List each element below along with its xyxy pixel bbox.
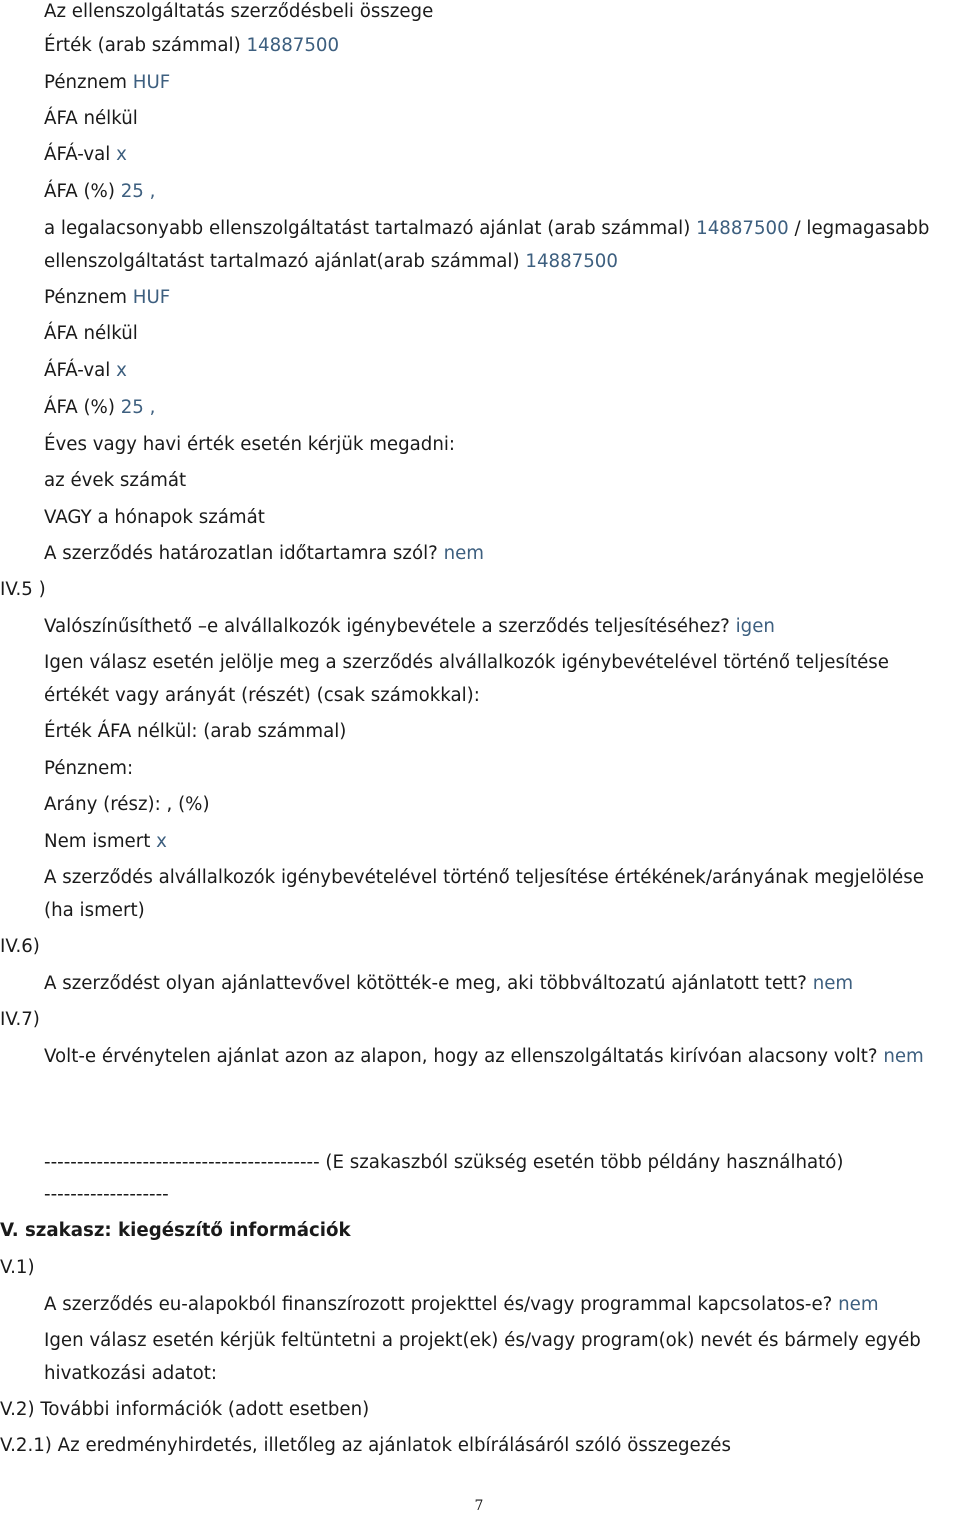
section-label-iv6: IV.6) xyxy=(0,936,40,957)
currency-line: Pénznem: xyxy=(44,758,134,779)
field-value: x xyxy=(116,360,127,381)
variant-offer-question: A szerződést olyan ajánlattevővel kötötték-e meg, aki többváltozatú ajánlatott tett? nem xyxy=(44,973,854,994)
eu-funds-question: A szerződés eu-alapokból finanszírozott projekttel és/vagy programmal kapcsolatos-e? nem xyxy=(44,1294,879,1315)
vat-included-line: ÁFÁ-val x xyxy=(44,144,127,165)
section-label-v2: V.2) További információk (adott esetben) xyxy=(0,1399,370,1420)
vat-excluded-line: ÁFA nélkül xyxy=(44,108,138,129)
annual-monthly-note: Éves vagy havi érték esetén kérjük megadni: xyxy=(44,434,456,455)
vat-percent-line: ÁFA (%) 25 , xyxy=(44,181,156,202)
field-value: nem xyxy=(812,973,854,994)
section-separator: ------------------------------------------ (E szakaszból szükség esetén több példány használható) xyxy=(44,1152,844,1173)
contract-amount-heading: Az ellenszolgáltatás szerződésbeli összege xyxy=(44,1,434,22)
field-value: nem xyxy=(838,1294,879,1315)
subcontractor-value-designation-cont: (ha ismert) xyxy=(44,900,145,921)
years-count-line: az évek számát xyxy=(44,470,187,491)
section-separator-cont: ------------------- xyxy=(44,1184,169,1205)
section-v-heading: V. szakasz: kiegészítő információk xyxy=(0,1220,351,1241)
indefinite-term-question: A szerződés határozatlan időtartamra szól? nem xyxy=(44,543,485,564)
unknown-line: Nem ismert x xyxy=(44,831,167,852)
subcontractor-value-designation: A szerződés alvállalkozók igénybevételével történő teljesítése értékének/arányának megjelölése xyxy=(44,867,924,888)
page-number: 7 xyxy=(474,1498,484,1514)
ratio-line: Arány (rész): , (%) xyxy=(44,794,210,815)
low-price-question: Volt-e érvénytelen ajánlat azon az alapon, hogy az ellenszolgáltatás kirívóan alacsony volt? nem xyxy=(44,1046,924,1067)
field-value: HUF xyxy=(132,287,171,308)
highest-offer-line: ellenszolgáltatást tartalmazó ajánlat(arab számmal) 14887500 xyxy=(44,251,618,272)
vat-excluded-line: ÁFA nélkül xyxy=(44,323,138,344)
field-value: HUF xyxy=(132,72,171,93)
currency-line: Pénznem HUF xyxy=(44,287,171,308)
subcontractor-instruction-cont: értékét vagy arányát (részét) (csak számokkal): xyxy=(44,685,480,706)
subcontractor-instruction: Igen válasz esetén jelölje meg a szerződés alvállalkozók igénybevételével történő teljesítése xyxy=(44,652,889,673)
value-arab-line: Érték (arab számmal) 14887500 xyxy=(44,35,340,56)
section-label-v1: V.1) xyxy=(0,1257,35,1278)
section-label-v21: V.2.1) Az eredményhirdetés, illetőleg az ajánlatok elbírálásáról szóló összegezés xyxy=(0,1435,731,1456)
eu-funds-instruction-cont: hivatkozási adatot: xyxy=(44,1363,217,1384)
field-value: nem xyxy=(883,1046,924,1067)
currency-line: Pénznem HUF xyxy=(44,72,171,93)
field-value: 14887500 xyxy=(696,218,789,239)
lowest-offer-line: a legalacsonyabb ellenszolgáltatást tartalmazó ajánlat (arab számmal) 14887500 / legmagasabb xyxy=(44,218,930,239)
field-value: x xyxy=(116,144,127,165)
field-value: x xyxy=(156,831,167,852)
field-value: igen xyxy=(735,616,775,637)
field-value: 25 , xyxy=(120,397,156,418)
section-label-iv7: IV.7) xyxy=(0,1009,40,1030)
vat-included-line: ÁFÁ-val x xyxy=(44,360,127,381)
vat-percent-line: ÁFA (%) 25 , xyxy=(44,397,156,418)
field-value: 14887500 xyxy=(246,35,340,56)
field-value: 14887500 xyxy=(525,251,618,272)
months-count-line: VAGY a hónapok számát xyxy=(44,507,265,528)
value-no-vat-line: Érték ÁFA nélkül: (arab számmal) xyxy=(44,721,347,742)
eu-funds-instruction: Igen válasz esetén kérjük feltüntetni a projekt(ek) és/vagy program(ok) nevét és bármely egyéb xyxy=(44,1330,921,1351)
section-label-iv5: IV.5 ) xyxy=(0,579,46,600)
field-value: 25 , xyxy=(120,181,156,202)
subcontractor-question: Valószínűsíthető –e alvállalkozók igénybevétele a szerződés teljesítéséhez? igen xyxy=(44,616,775,637)
field-value: nem xyxy=(443,543,485,564)
